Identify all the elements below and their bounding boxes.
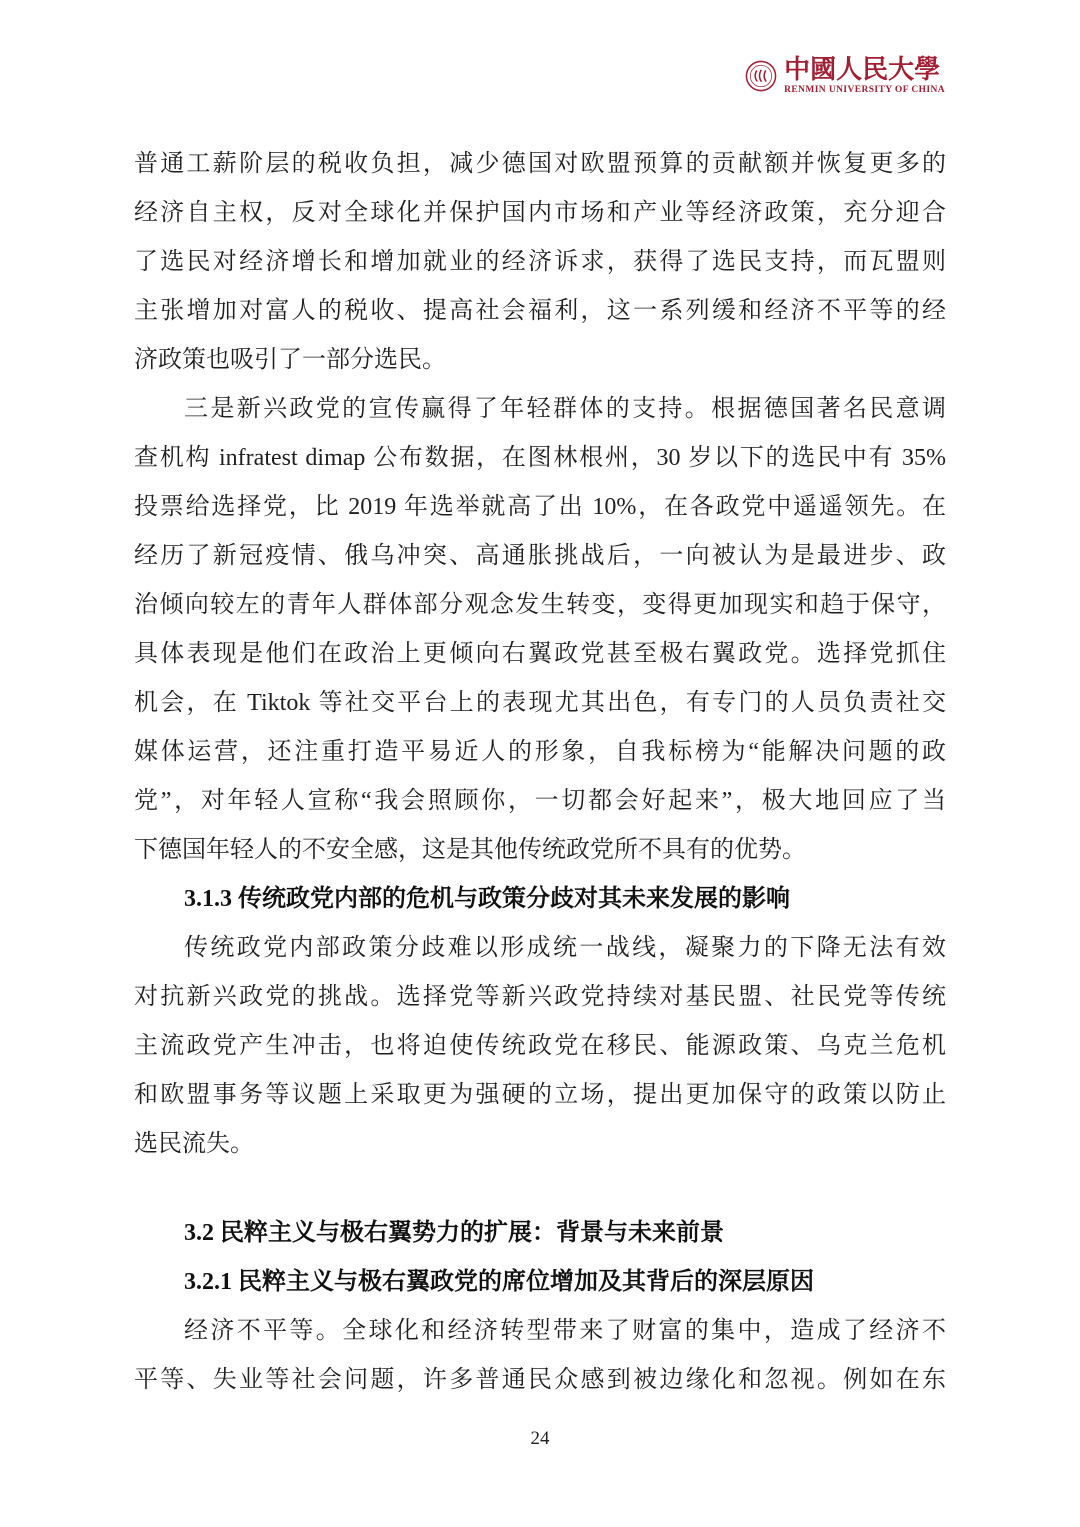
- page-number: 24: [530, 1428, 550, 1449]
- paragraph-line: 具体表现是他们在政治上更倾向右翼政党甚至极右翼政党。选择党抓住: [134, 641, 946, 667]
- paragraph-line: 普通工薪阶层的税收负担，减少德国对欧盟预算的贡献额并恢复更多的: [134, 151, 946, 177]
- paragraph-line: 传统政党内部政策分歧难以形成统一战线，凝聚力的下降无法有效: [184, 935, 946, 961]
- paragraph-line: 媒体运营，还注重打造平易近人的形象，自我标榜为“能解决问题的政: [134, 739, 946, 765]
- paragraph-line: 投票给选择党，比 2019 年选举就高了出 10%，在各政党中遥遥领先。在: [134, 494, 946, 520]
- university-logo-text: [784, 56, 945, 96]
- paragraph-line: 济政策也吸引了一部分选民。: [134, 347, 446, 373]
- section-heading-3-1-3: 3.1.3 传统政党内部的危机与政策分歧对其未来发展的影响: [184, 886, 790, 912]
- section-heading-3-2-1: 3.2.1 民粹主义与极右翼政党的席位增加及其背后的深层原因: [184, 1269, 814, 1295]
- paragraph-line: 治倾向较左的青年人群体部分观念发生转变，变得更加现实和趋于保守，: [134, 592, 946, 618]
- paragraph-line: 经济自主权，反对全球化并保护国内市场和产业等经济政策，充分迎合: [134, 200, 946, 226]
- paragraph-line: 经历了新冠疫情、俄乌冲突、高通胀挑战后，一向被认为是最进步、政: [134, 543, 946, 569]
- paragraph-line: 对抗新兴政党的挑战。选择党等新兴政党持续对基民盟、社民党等传统: [134, 984, 946, 1010]
- paragraph-line: 和欧盟事务等议题上采取更为强硬的立场，提出更加保守的政策以防止: [134, 1082, 946, 1108]
- paragraph-line: 查机构 infratest dimap 公布数据，在图林根州，30 岁以下的选民中有 35%: [134, 445, 946, 471]
- blank-line: [134, 1169, 946, 1209]
- paragraph-line: 下德国年轻人的不安全感，这是其他传统政党所不具有的优势。: [134, 837, 806, 863]
- paragraph-line: 了选民对经济增长和增加就业的经济诉求，获得了选民支持，而瓦盟则: [134, 249, 946, 275]
- paragraph-line: 平等、失业等社会问题，许多普通民众感到被边缘化和忽视。例如在东: [134, 1367, 946, 1393]
- university-seal-icon: [745, 60, 777, 92]
- paragraph-line: 主流政党产生冲击，也将迫使传统政党在移民、能源政策、乌克兰危机: [134, 1033, 946, 1059]
- section-heading-3-2: 3.2 民粹主义与极右翼势力的扩展：背景与未来前景: [184, 1220, 724, 1246]
- paragraph-line: 三是新兴政党的宣传赢得了年轻群体的支持。根据德国著名民意调: [184, 396, 946, 422]
- paragraph-line: 选民流失。: [134, 1131, 254, 1157]
- paragraph-line: 经济不平等。全球化和经济转型带来了财富的集中，造成了经济不: [184, 1318, 946, 1344]
- university-logo: [745, 56, 945, 96]
- document-body: [134, 140, 946, 1405]
- paragraph-line: 党”，对年轻人宣称“我会照顾你，一切都会好起来”，极大地回应了当: [134, 788, 946, 814]
- university-name-english: RENMIN UNIVERSITY OF CHINA: [784, 85, 945, 95]
- paragraph-line: 主张增加对富人的税收、提高社会福利，这一系列缓和经济不平等的经: [134, 298, 946, 324]
- paragraph-line: 机会，在 Tiktok 等社交平台上的表现尤其出色，有专门的人员负责社交: [134, 690, 946, 716]
- university-name-chinese: 中國人民大學: [784, 55, 941, 84]
